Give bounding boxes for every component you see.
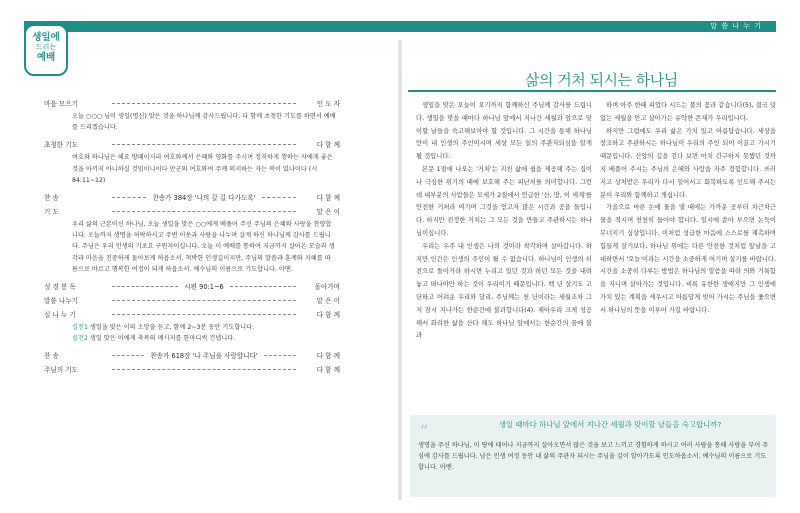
order-item-responsible: 다 함 께 — [316, 141, 340, 150]
section-label: 말 씀 나 누 기 — [710, 22, 762, 30]
order-row-head — [44, 137, 340, 151]
prayer-text: 생명을 주신 하나님, 이 땅에 태어나 지금까지 살아오면서 많은 것을 보고 느끼고 경험하게 하시고 여러 사람을 통해 사랑을 부어 주심에 감사를 드립니다. 남은 인생 여정 동안 내 삶의 주관자 되시는 주님을 깊이 알아가도록 인도하옵소서. 예수님의 이름으로 기도합니다. 아멘. — [418, 442, 769, 471]
order-item-responsible: 다 함 께 — [316, 352, 340, 361]
leader-line — [262, 197, 296, 198]
order-row-head — [44, 279, 340, 293]
order-row — [44, 204, 340, 279]
order-row-head — [44, 204, 340, 218]
order-row-head — [44, 293, 340, 307]
order-item-middle — [108, 211, 300, 212]
leader-line — [112, 144, 296, 145]
order-item-detail: 찬송가 384장 '나의 갈 길 다가도록' — [152, 194, 256, 203]
leader-line — [230, 286, 296, 287]
order-item-label: 말씀 나누기 — [44, 297, 78, 306]
practice-text: 생일 맞은 이에게 축복의 메시지를 한마디씩 건넵니다. — [89, 335, 236, 343]
order-item-responsible: 다 함 께 — [316, 366, 340, 375]
order-item-middle — [108, 103, 300, 104]
sermon-paragraph: 본문 1절에 나오는 '거처'는 지친 삶에 쉼을 제공해 주는 집이나 극심한 위기의 때에 보호해 주는 피난처를 의미합니다. 그런데 대부분의 사람들은 모세가 2절에서 언급한 '산, 땅, 이 세계'를 안전한 거처라 여기며 그것을 얻고자 많은 시간과 공을 들입니다. 하지만 진정한 거처는 그 모든 것을 만들고 주관하시는 하나님이십니다. — [416, 165, 592, 237]
order-row — [44, 279, 340, 293]
order-item-label: 기 도 — [44, 208, 59, 217]
order-item-body: 우리 삶의 근본이신 하나님, 오늘 생일을 맞은 ○○에게 베풀어 주신 주님의 은혜와 사랑을 찬양합니다. 오늘까지 생명을 허락하시고 주변 이웃과 사랑을 나누며 살게 하신 하나님께 감사를 드립니다. 주님은 우리 인생의 기초요 구원자이십니다. 오늘 이 예배를 통하여 지금까지 살아온 모습과 생각과 마음을 진중하게 돌아보게 하옵소서. 척박한 인생길이지만, 주님의 말씀과 훈계와 지혜를 따름으로 바르고 행복한 여정이 되게 하옵소서. 예수님의 이름으로 기도합니다. 아멘. — [72, 221, 335, 273]
practice-item — [72, 322, 336, 333]
order-item-responsible: 다 함 께 — [316, 311, 340, 320]
page-gutter — [398, 40, 402, 500]
sermon-paragraph: 하며 아주 한때 피었다 시드는 풀의 꽃과 같습니다(5), 결국 덧없는 세월을 안고 살아가는 유약한 존재가 우리입니다. — [600, 102, 776, 122]
order-item-label: 주님의 기도 — [44, 366, 78, 375]
order-row — [44, 96, 340, 137]
order-row — [44, 190, 340, 204]
order-item-body: 오늘 ○○○ 님이 생일(명신) 맞은 것을 하나님께 감사드립니다. 다 함께 초청한 기도를 하면서 예배를 드리겠습니다. — [72, 113, 336, 132]
sermon-paragraph: 생일을 맞은 오늘이 오기까지 함께하신 주님께 감사를 드립니다. 생일을 맞을 때마다 하나님 앞에서 지나간 세월과 앞으로 맞이할 날들을 숙고해보아야 할 것입니다. 그 시간을 통해 하나님만이 내 인생의 주인이시며 세상 모든 일의 주관자되심을 알게 될 것입니다. — [416, 102, 592, 161]
sermon-column-right — [600, 100, 776, 343]
order-item-text — [72, 151, 340, 190]
order-item-middle — [108, 314, 300, 315]
order-item-middle — [108, 281, 300, 291]
order-item-middle — [108, 192, 300, 202]
order-item-responsible: 맡 은 이 — [316, 208, 340, 217]
leader-line — [112, 286, 178, 287]
badge-line3: 예배 — [36, 52, 56, 63]
practice-tag: 실천1 — [72, 324, 88, 332]
sermon-paragraph: 가을으로 마른 논에 물을 댈 때에는 가까운 곳부터 차근차근 물을 적시며 천천히 들어야 합니다. 일시에 쏟아 부으면 논둑이 무너지기 십상입니다. 이처럼 성급한 마음에 스스로를 재촉하며 힘들게 살기보다, 하나님 위에는 다른 안전한 것처럼 앞날을 고대하면서 '오늘'이라는 시간을 소중하게 여기며 살기를 바랍니다. 시간을 소중히 다루는 방법은 하나님의 말씀을 따라 의와 거룩함을 지니며 살아가는 것입니다. 비록 유한한 생애지만 그 인생에 가치 있는 계획을 세우시고 아름답게 빚어 가시는 주님을 좇으면서 하나님의 뜻을 이루어 가길 바랍니다. — [600, 204, 776, 314]
title-rule — [408, 90, 776, 92]
leader-line — [112, 369, 296, 370]
leader-line — [112, 197, 146, 198]
order-row — [44, 307, 340, 348]
order-item-detail: 시편 90:1~6 — [184, 283, 224, 292]
sermon-paragraph: 우리는 우주 내 인생은 나의 것이라 착각하며 살아갑니다. 하지만 인간은 인생의 주인이 될 수 없습니다. 하나님이 인생의 터전으로 돌아가라 하시면 누리고 있던 것과 하던 모든 것을 내려놓고 떠나야만 하는 것이 우리이기 때문입니다. 백 년 살기도 고단하고 어려운 우리와 달리, 주님께는 천 년이라는 세월조차 그저 잠시 지나가는 한순간에 불과합니다(4). 재아우리 크게 성공해서 화려한 삶을 산다 해도 하나님 앞에서는 한순간의 꿈에 불과 — [416, 242, 592, 340]
leader-line — [112, 314, 296, 315]
practice-item — [72, 333, 336, 344]
order-of-service — [44, 96, 340, 376]
leader-line — [112, 355, 144, 356]
sermon-body — [416, 100, 776, 343]
order-item-text — [72, 218, 340, 279]
order-row-head — [44, 362, 340, 376]
order-item-responsible: 돌아가며 — [314, 283, 340, 292]
section-badge — [24, 24, 68, 76]
order-row — [44, 348, 340, 362]
leader-line — [112, 211, 296, 212]
order-row-head — [44, 348, 340, 362]
leader-line — [112, 103, 296, 104]
order-row-head — [44, 96, 340, 110]
page-title: 삶의 거처 되시는 하나님 — [525, 71, 678, 89]
prayer-question: 생일 때마다 하나님 앞에서 지나간 세월과 맞이할 날들을 숙고합니까? — [498, 420, 722, 429]
order-item-text — [72, 110, 340, 137]
order-row-head — [44, 190, 340, 204]
order-item-responsible: 다 함 께 — [316, 194, 340, 203]
order-item-middle — [108, 369, 300, 370]
order-item-middle — [108, 350, 300, 360]
order-item-label: 초청한 기도 — [44, 141, 78, 150]
order-row — [44, 137, 340, 190]
order-item-label: 찬 송 — [44, 194, 59, 203]
leader-line — [264, 355, 296, 356]
order-item-label: 마음 모으기 — [44, 100, 78, 108]
badge-line2: 드리는 — [35, 43, 57, 51]
order-item-label: 찬 송 — [44, 352, 59, 361]
sermon-paragraph: 하지만 그럼에도 우리 삶은 가치 있고 아름답습니다. 세상을 창조하고 주관하시는 하나님이 우리의 주인 되어 이끌고 가시기 때문입니다. 신앙의 길을 걷다 보면 마치 간구하지 못했던 것까지 베풀어 주시는 주님의 은혜와 사랑을 자주 경험합니다. 쓰러지고 상처받은 우리가 다시 일어서고 회복하도록 인도해 주시는 분이 우리와 함께하고 계십니다. — [600, 127, 776, 199]
badge-line1: 생일에 — [32, 32, 60, 43]
sermon-column-left — [416, 100, 592, 343]
order-item-text — [72, 321, 340, 348]
leader-line — [112, 300, 296, 301]
order-item-responsible: 인 도 자 — [316, 100, 340, 108]
order-row — [44, 362, 340, 376]
order-item-label: 성 경 봉 독 — [44, 283, 76, 292]
order-item-body: 여호와 하나님은 해요 방패이시라 여호와께서 은혜와 영화를 주시며 정직하게 행하는 자에게 좋은 것을 아끼지 아니하실 것임이니이다 만군의 여호와여 주께 의지하는 자는 복이 있나이다 (시 84:11~12) — [72, 154, 333, 184]
quote-icon: “ — [420, 421, 429, 440]
order-item-middle — [108, 144, 300, 145]
practice-text: 생일을 맞은 이의 소망을 듣고, 함께 2~3분 동안 기도합니다. — [89, 324, 255, 332]
order-item-label: 실 나 누 기 — [44, 311, 76, 320]
order-item-middle — [108, 300, 300, 301]
order-item-detail: 찬송가 618장 '나 주님을 사랑합니다' — [150, 352, 258, 361]
header-bar — [24, 21, 776, 32]
practice-tag: 실천2 — [72, 335, 88, 343]
order-item-responsible: 맡 은 이 — [316, 297, 340, 306]
order-row — [44, 293, 340, 307]
order-row-head — [44, 307, 340, 321]
